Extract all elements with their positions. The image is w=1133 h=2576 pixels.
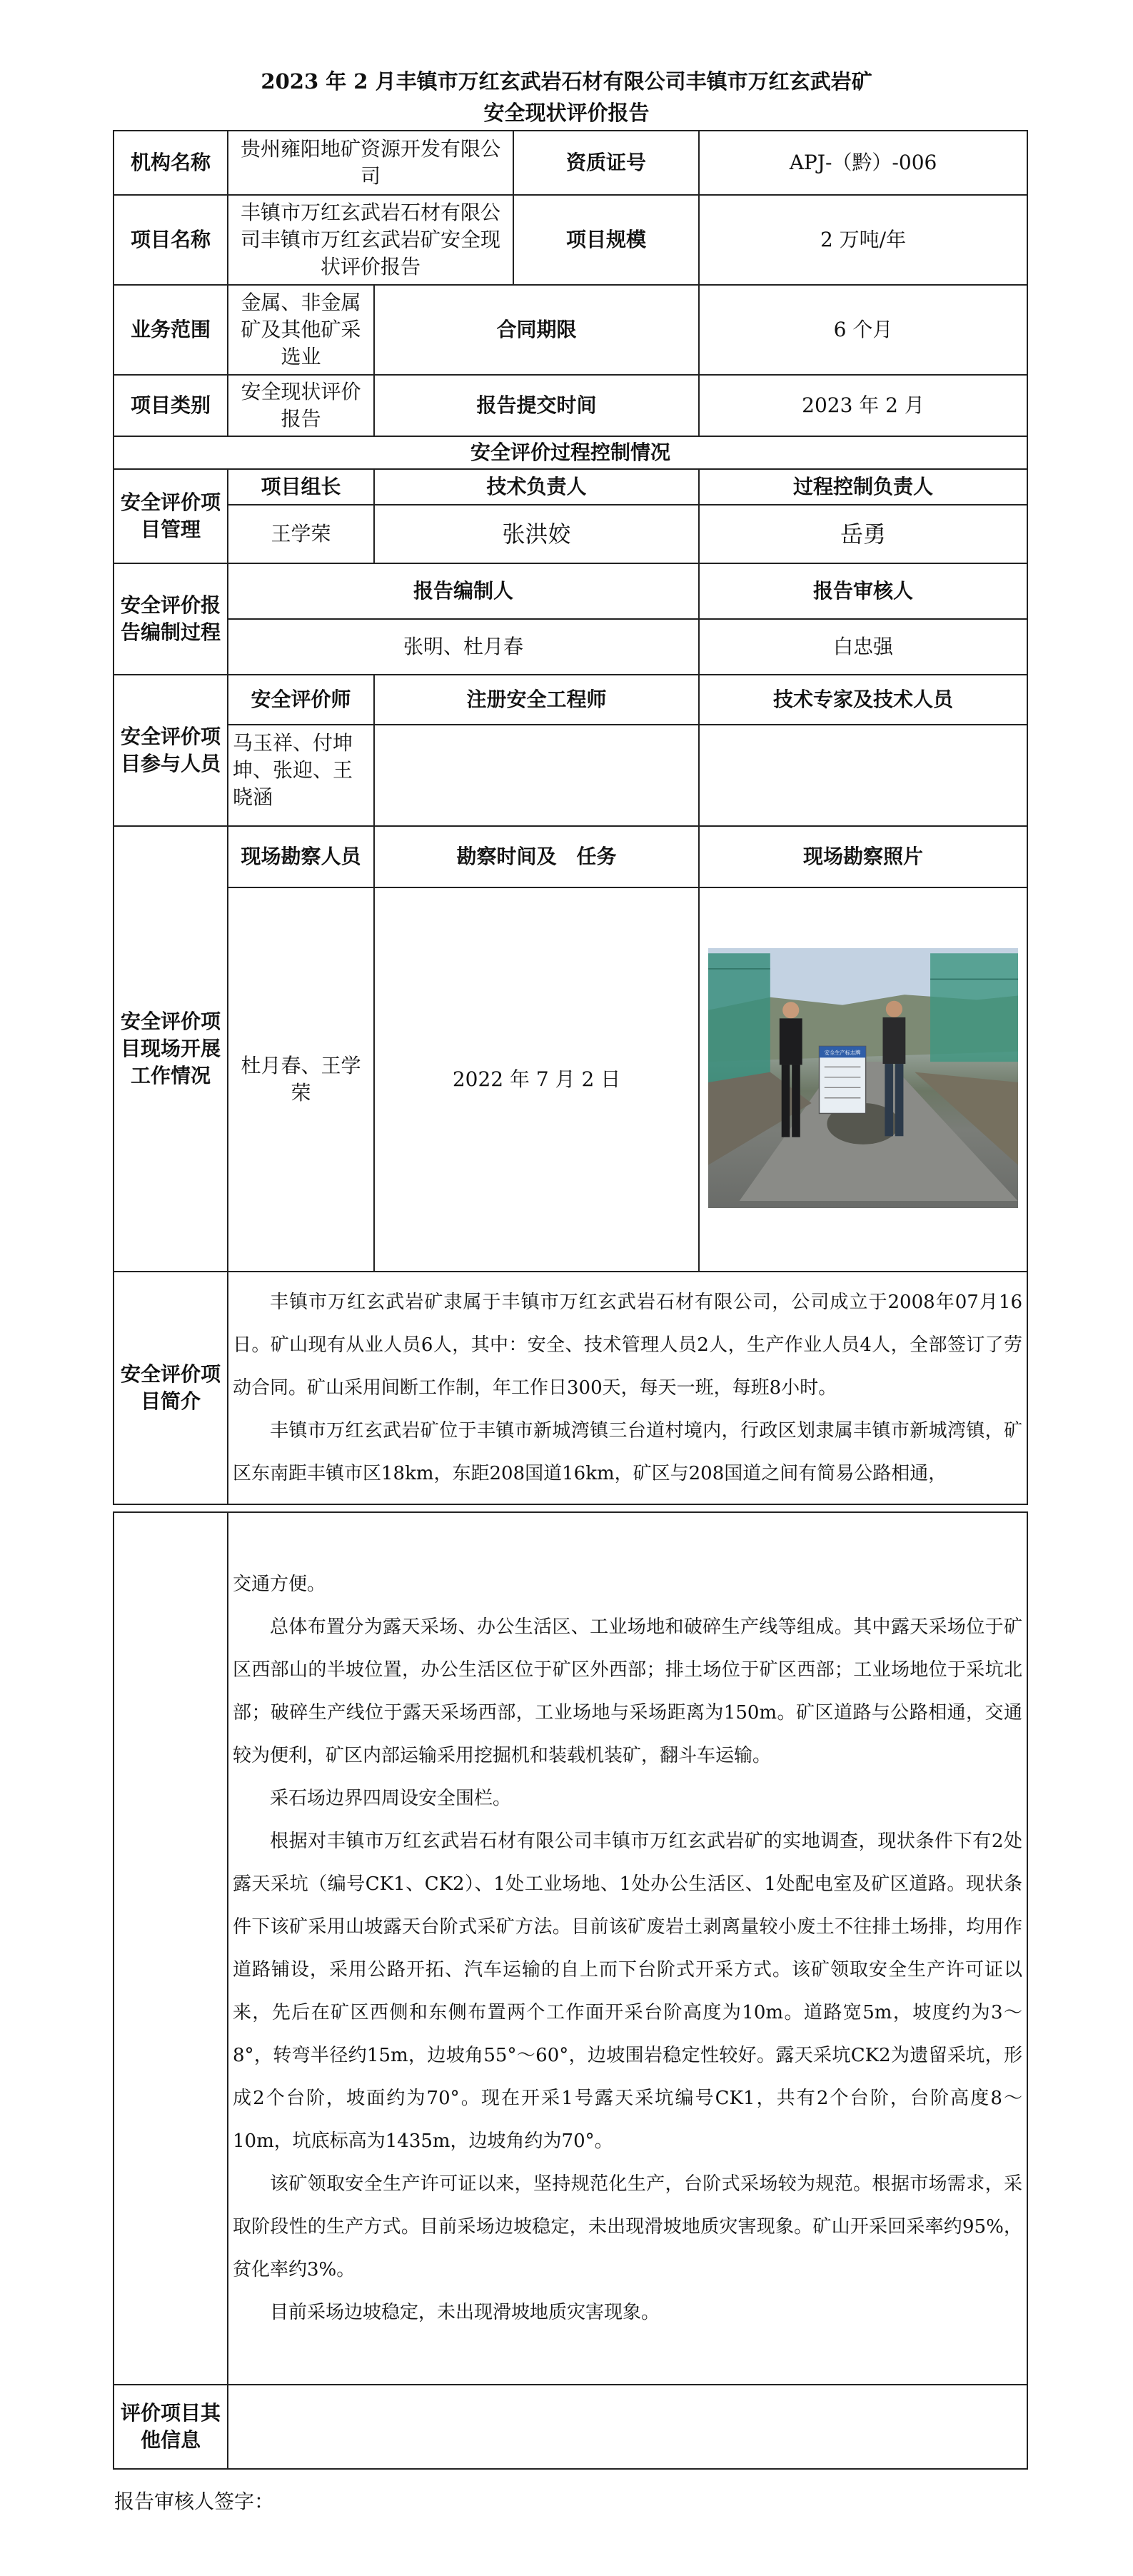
site-photo-cell [699, 887, 1027, 1272]
category-label: 项目类别 [114, 375, 228, 436]
survey-time-header: 勘察时间及 任务 [374, 826, 699, 887]
org-label: 机构名称 [114, 131, 228, 195]
period-label: 合同期限 [374, 285, 699, 375]
ctrl-value: 岳勇 [699, 505, 1027, 563]
period-value: 6 个月 [699, 285, 1027, 375]
surveyor-value: 杜月春、王学荣 [228, 887, 374, 1272]
continuation-table [113, 1511, 1028, 2470]
site-photo-image [708, 948, 1018, 1201]
site-photo [708, 948, 1018, 1208]
reviewer-header: 报告审核人 [699, 563, 1027, 619]
project-label: 项目名称 [114, 195, 228, 285]
tech-value: 张洪姣 [374, 505, 699, 563]
scale-label: 项目规模 [513, 195, 699, 285]
photo-header: 现场勘察照片 [699, 826, 1027, 887]
survey-time-value: 2022 年 7 月 2 日 [374, 887, 699, 1272]
continuation-text [228, 1512, 1027, 2385]
expert-header: 技术专家及技术人员 [699, 675, 1027, 725]
expert-value [699, 725, 1027, 826]
compiler-value: 张明、杜月春 [228, 619, 699, 675]
compile-label: 安全评价报告编制过程 [114, 563, 228, 675]
cert-label: 资质证号 [513, 131, 699, 195]
photo-sign-text: 安全生产标志牌 [824, 1049, 861, 1056]
scale-value: 2 万吨/年 [699, 195, 1027, 285]
evaluator-header: 安全评价师 [228, 675, 374, 725]
intro-label: 安全评价项目简介 [114, 1272, 228, 1504]
cont-paragraph-3: 根据对丰镇市万红玄武岩石材有限公司丰镇市万红玄武岩矿的实地调查，现状条件下有2处露天采坑（编号CK1、CK2）、1处工业场地、1处办公生活区、1处配电室及矿区道路。现状条件下该矿采用山坡露天台阶式采矿方法。目前该矿废岩土剥离量较小废土不往排土场排，均用作道路铺设，采用公路开拓、汽车运输的自上而下台阶式开采方式。该矿领取安全生产许可证以来，先后在矿区西侧和东侧布置两个工作面开采台阶高度为10m。道路宽5m，坡度约为3～8°，转弯半径约15m，边坡角55°～60°，边坡围岩稳定性较好。露天采坑CK2为遗留采坑，形成2个台阶，坡面约为70°。现在开采1号露天采坑编号CK1，共有2个台阶，台阶高度8～10m，坑底标高为1435m，边坡角约为70°。 [233, 1831, 1022, 2152]
staff-label: 安全评价项目参与人员 [114, 675, 228, 826]
compiler-header: 报告编制人 [228, 563, 699, 619]
cont-paragraph-2: 采石场边界四周设安全围栏。 [270, 1788, 512, 1809]
scope-label: 业务范围 [114, 285, 228, 375]
category-value: 安全现状评价报告 [228, 375, 374, 436]
scope-value: 金属、非金属矿及其他矿采选业 [228, 285, 374, 375]
document-title-line2: 安全现状评价报告 [483, 101, 650, 125]
leader-header: 项目组长 [228, 469, 374, 505]
reviewer-value: 白忠强 [699, 619, 1027, 675]
surveyor-header: 现场勘察人员 [228, 826, 374, 887]
other-info-label: 评价项目其他信息 [114, 2385, 228, 2469]
project-value: 丰镇市万红玄武岩石材有限公司丰镇市万红玄武岩矿安全现状评价报告 [228, 195, 513, 285]
continuation-label-cell [114, 1512, 228, 2385]
reviewer-signature-label: 报告审核人签字： [114, 2490, 275, 2513]
other-info-value [228, 2385, 1027, 2469]
cont-paragraph-4: 该矿领取安全生产许可证以来，坚持规范化生产，台阶式采场较为规范。根据市场需求，采取阶段性的生产方式。目前采场边坡稳定，未出现滑坡地质灾害现象。矿山开采回采率约95%，贫化率约3%。 [233, 2173, 1022, 2280]
process-section-title: 安全评价过程控制情况 [114, 436, 1027, 469]
intro-text [228, 1272, 1027, 1504]
site-label: 安全评价项目现场开展工作情况 [114, 826, 228, 1272]
tech-header: 技术负责人 [374, 469, 699, 505]
org-value: 贵州雍阳地矿资源开发有限公司 [228, 131, 513, 195]
cert-value: APJ-（黔）-006 [699, 131, 1027, 195]
engineer-value [374, 725, 699, 826]
intro-paragraph-1: 丰镇市万红玄武岩矿隶属于丰镇市万红玄武岩石材有限公司，公司成立于2008年07月16日。矿山现有从业人员6人，其中：安全、技术管理人员2人，生产作业人员4人，全部签订了劳动合同。矿山采用间断工作制，年工作日300天，每天一班，每班8小时。 [233, 1292, 1023, 1399]
submit-time-value: 2023 年 2 月 [699, 375, 1027, 436]
cont-paragraph-1: 总体布置分为露天采场、办公生活区、工业场地和破碎生产线等组成。其中露天采场位于矿区西部山的半坡位置，办公生活区位于矿区外西部；排土场位于矿区西部；工业场地位于采坑北部；破碎生产线位于露天采场西部，工业场地与采场距离为150m。矿区道路与公路相通，交通较为便利，矿区内部运输采用挖掘机和装载机装矿，翻斗车运输。 [233, 1616, 1022, 1766]
submit-time-label: 报告提交时间 [374, 375, 699, 436]
mgmt-label: 安全评价项目管理 [114, 469, 228, 563]
intro-paragraph-2: 丰镇市万红玄武岩矿位于丰镇市新城湾镇三台道村境内，行政区划隶属丰镇市新城湾镇，矿区东南距丰镇市区18km，东距208国道16km，矿区与208国道之间有简易公路相通， [233, 1420, 1023, 1484]
evaluation-info-table [113, 130, 1028, 1505]
cont-paragraph-5: 目前采场边坡稳定，未出现滑坡地质灾害现象。 [270, 2302, 660, 2323]
ctrl-header: 过程控制负责人 [699, 469, 1027, 505]
document-title-line1: 2023 年 2 月丰镇市万红玄武岩石材有限公司丰镇市万红玄武岩矿 [261, 69, 872, 94]
engineer-header: 注册安全工程师 [374, 675, 699, 725]
evaluator-value: 马玉祥、付坤坤、张迎、王晓涵 [228, 725, 374, 826]
leader-value: 王学荣 [228, 505, 374, 563]
cont-paragraph-0: 交通方便。 [233, 1574, 326, 1595]
